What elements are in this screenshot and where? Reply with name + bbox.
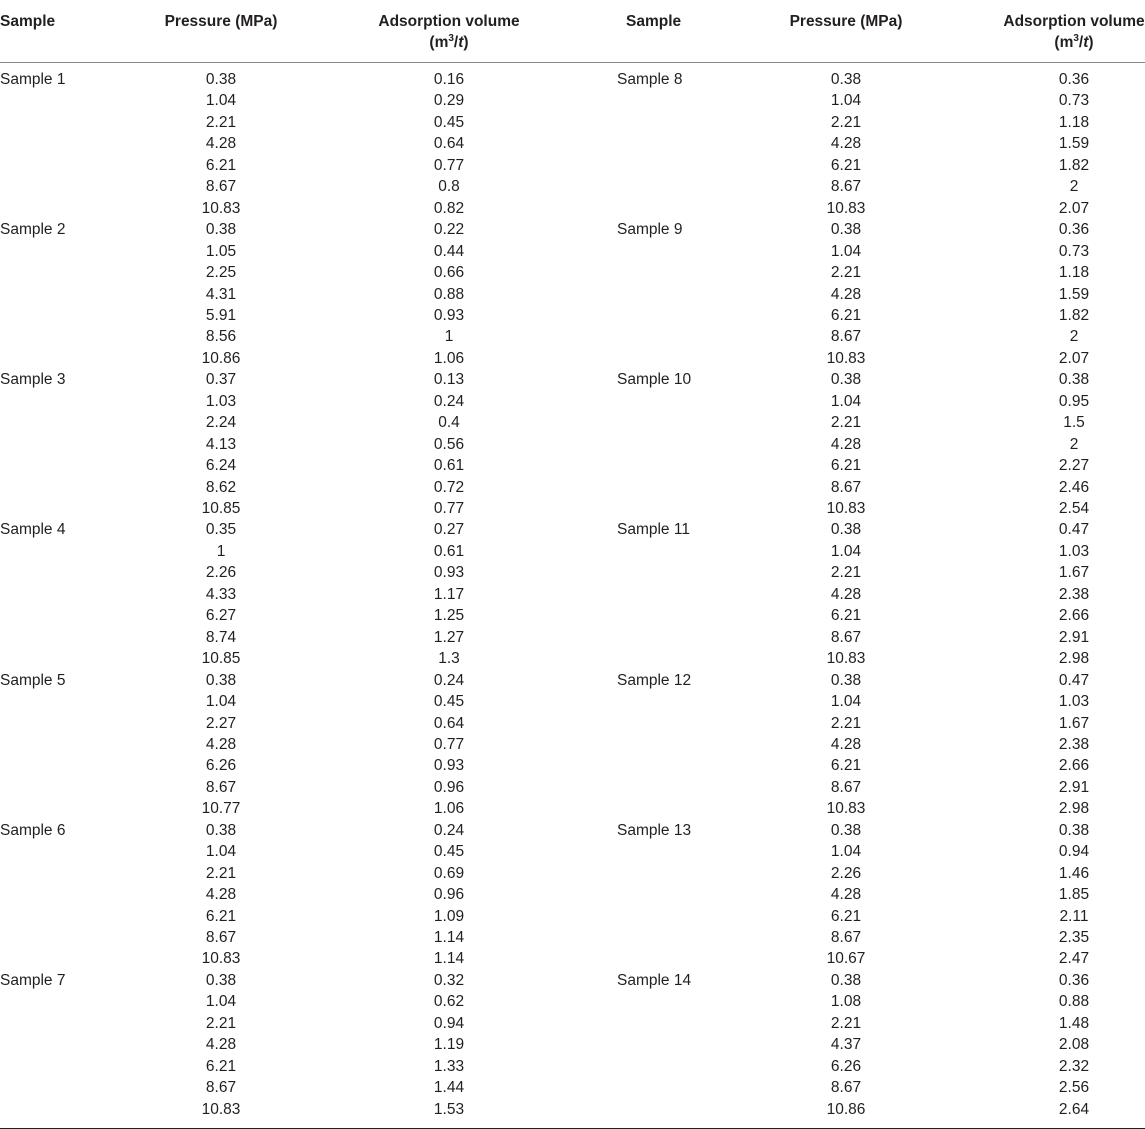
adsorption-cell: 1.27 — [433, 628, 465, 646]
pressure-cell: 1.04 — [830, 843, 862, 861]
table-row — [0, 455, 1145, 476]
pressure-cell: 2.21 — [830, 113, 862, 131]
adsorption-cell: 2.64 — [1058, 1100, 1090, 1118]
pressure-cell: 8.62 — [205, 478, 237, 496]
pressure-cell: 10.86 — [201, 349, 241, 367]
adsorption-cell: 0.69 — [433, 864, 465, 882]
adsorption-cell: 1.33 — [433, 1057, 465, 1075]
sample-label: Sample 12 — [617, 671, 692, 689]
pressure-cell: 1.04 — [205, 693, 237, 711]
adsorption-cell: 1.19 — [433, 1036, 465, 1054]
adsorption-cell: 0.29 — [433, 92, 465, 110]
pressure-cell: 10.83 — [826, 500, 866, 517]
pressure-cell: 4.31 — [205, 285, 237, 303]
pressure-cell: 4.28 — [830, 886, 862, 904]
adsorption-cell: 0.47 — [1058, 521, 1090, 539]
adsorption-cell: 0.27 — [433, 521, 465, 539]
table-row — [0, 627, 1145, 648]
pressure-cell: 8.74 — [205, 628, 237, 646]
table-row — [0, 219, 1145, 240]
pressure-cell: 0.35 — [205, 521, 237, 539]
table-row — [0, 1056, 1145, 1077]
adsorption-cell: 2 — [1069, 328, 1079, 346]
table-row — [0, 391, 1145, 412]
adsorption-cell: 2.91 — [1058, 628, 1090, 646]
pressure-cell: 2.21 — [205, 113, 237, 131]
adsorption-cell: 0.56 — [433, 435, 465, 453]
adsorption-cell: 1.67 — [1058, 564, 1090, 582]
pressure-cell: 4.28 — [830, 435, 862, 453]
pressure-cell: 10.83 — [826, 800, 866, 818]
pressure-cell: 6.21 — [830, 757, 862, 775]
table-row — [0, 1099, 1145, 1120]
pressure-cell: 0.38 — [830, 521, 862, 539]
adsorption-cell: 2 — [1069, 178, 1079, 196]
adsorption-cell: 0.45 — [433, 843, 465, 861]
adsorption-cell: 2.91 — [1058, 778, 1090, 796]
adsorption-cell: 0.22 — [433, 221, 465, 239]
pressure-cell: 4.28 — [205, 1036, 237, 1054]
adsorption-cell: 0.73 — [1058, 92, 1090, 110]
adsorption-cell: 0.61 — [433, 542, 465, 560]
pressure-cell: 8.67 — [830, 929, 862, 946]
table-row — [0, 90, 1145, 111]
adsorption-cell: 0.36 — [1058, 971, 1090, 989]
pressure-cell: 8.56 — [205, 328, 237, 346]
pressure-cell: 0.38 — [205, 821, 237, 839]
pressure-cell: 1.04 — [205, 843, 237, 861]
pressure-cell: 1.08 — [830, 993, 862, 1011]
table-row — [0, 241, 1145, 262]
pressure-cell: 0.38 — [830, 971, 862, 989]
table-row — [0, 691, 1145, 712]
table-row — [0, 734, 1145, 755]
pressure-cell: 6.21 — [830, 907, 862, 925]
pressure-cell: 8.67 — [830, 328, 862, 346]
adsorption-cell: 2.38 — [1058, 735, 1090, 753]
header-divider — [0, 62, 1145, 63]
pressure-cell: 6.21 — [205, 907, 237, 925]
pressure-cell: 4.28 — [830, 135, 862, 153]
table-row — [0, 412, 1145, 433]
pressure-cell: 8.67 — [830, 628, 862, 646]
pressure-cell: 8.67 — [205, 778, 237, 796]
adsorption-cell: 0.45 — [433, 113, 465, 131]
pressure-cell: 10.67 — [826, 950, 866, 968]
adsorption-cell: 1.14 — [433, 950, 465, 968]
pressure-cell: 6.21 — [830, 306, 862, 324]
adsorption-cell: 2.56 — [1058, 1079, 1090, 1097]
pressure-cell: 0.37 — [205, 371, 237, 389]
adsorption-cell: 2.66 — [1058, 757, 1090, 775]
pressure-cell: 2.21 — [830, 1014, 862, 1032]
table-row — [0, 777, 1145, 798]
pressure-cell: 10.83 — [826, 349, 866, 367]
table-row — [0, 562, 1145, 583]
header-sample-right: Sample — [626, 13, 682, 30]
pressure-cell: 0.38 — [205, 71, 237, 88]
sample-label: Sample 9 — [617, 221, 683, 239]
pressure-cell: 4.37 — [830, 1036, 862, 1054]
table-row — [0, 519, 1145, 540]
pressure-cell: 4.28 — [205, 735, 237, 753]
adsorption-cell: 0.38 — [1058, 821, 1090, 839]
pressure-cell: 0.38 — [205, 221, 237, 239]
adsorption-cell: 1.3 — [438, 650, 460, 668]
adsorption-cell: 0.94 — [1058, 843, 1090, 861]
table-row — [0, 1013, 1145, 1034]
adsorption-cell: 1.03 — [1058, 693, 1090, 711]
pressure-cell: 8.67 — [205, 178, 237, 196]
pressure-cell: 2.27 — [205, 714, 237, 732]
pressure-cell: 10.83 — [201, 1100, 241, 1118]
adsorption-cell: 1.46 — [1058, 864, 1090, 882]
adsorption-cell: 1.59 — [1058, 285, 1090, 303]
adsorption-cell: 1.59 — [1058, 135, 1090, 153]
sample-label: Sample 8 — [617, 71, 683, 88]
pressure-cell: 2.21 — [830, 564, 862, 582]
adsorption-cell: 0.66 — [433, 264, 465, 282]
table-row — [0, 262, 1145, 283]
pressure-cell: 6.26 — [830, 1057, 862, 1075]
adsorption-cell: 1.67 — [1058, 714, 1090, 732]
header-pressure-right: Pressure (MPa) — [789, 13, 903, 30]
table-row — [0, 112, 1145, 133]
pressure-cell: 10.77 — [201, 800, 241, 818]
pressure-cell: 10.86 — [826, 1100, 866, 1118]
adsorption-cell: 0.93 — [433, 564, 465, 582]
sample-label: Sample 10 — [617, 371, 692, 389]
pressure-cell: 8.67 — [830, 178, 862, 196]
adsorption-cell: 0.64 — [433, 135, 465, 153]
adsorption-cell: 1.06 — [433, 349, 465, 367]
adsorption-cell: 1.44 — [433, 1079, 465, 1097]
sample-label: Sample 2 — [0, 221, 66, 239]
table-row — [0, 820, 1145, 841]
adsorption-cell: 0.61 — [433, 457, 465, 475]
pressure-cell: 6.21 — [205, 1057, 237, 1075]
header-adsorption-left — [378, 11, 519, 53]
table-row — [0, 326, 1145, 347]
adsorption-cell: 2.47 — [1058, 950, 1090, 968]
adsorption-cell: 0.47 — [1058, 671, 1090, 689]
table-row — [0, 648, 1145, 669]
adsorption-cell: 1.09 — [433, 907, 465, 925]
table-row — [0, 605, 1145, 626]
adsorption-cell: 0.82 — [433, 199, 465, 217]
pressure-cell: 6.24 — [205, 457, 237, 475]
pressure-cell: 8.67 — [830, 478, 862, 496]
pressure-cell: 1.04 — [830, 392, 862, 410]
table-row — [0, 841, 1145, 862]
adsorption-cell: 0.94 — [433, 1014, 465, 1032]
adsorption-cell: 0.77 — [433, 735, 465, 753]
adsorption-cell: 1.03 — [1058, 542, 1090, 560]
adsorption-cell: 1.82 — [1058, 156, 1090, 174]
adsorption-cell: 0.32 — [433, 971, 465, 989]
pressure-cell: 8.67 — [830, 1079, 862, 1097]
adsorption-cell: 0.13 — [433, 371, 465, 389]
sample-label: Sample 14 — [617, 971, 692, 989]
pressure-cell: 0.38 — [830, 821, 862, 839]
header-adsorption-unit: $(m^3/t)$ — [429, 33, 469, 51]
adsorption-cell: 0.24 — [433, 392, 465, 410]
pressure-cell: 1.04 — [205, 92, 237, 110]
pressure-cell: 2.21 — [830, 714, 862, 732]
sample-label: Sample 7 — [0, 971, 66, 989]
adsorption-cell: 1.17 — [433, 585, 465, 603]
adsorption-cell: 1.5 — [1063, 414, 1085, 432]
adsorption-cell: 0.45 — [433, 693, 465, 711]
pressure-cell: 0.38 — [830, 71, 862, 88]
adsorption-cell: 2.32 — [1058, 1057, 1090, 1075]
table-row — [0, 584, 1145, 605]
adsorption-cell: 0.8 — [438, 178, 460, 196]
table-row — [0, 1077, 1145, 1098]
table-row — [0, 1034, 1145, 1055]
table-row — [0, 434, 1145, 455]
adsorption-cell: 2.98 — [1058, 800, 1090, 818]
adsorption-cell: 2.54 — [1058, 500, 1090, 517]
pressure-cell: 1.04 — [830, 693, 862, 711]
pressure-cell: 4.13 — [205, 435, 237, 453]
table-row — [0, 670, 1145, 691]
adsorption-cell: 0.93 — [433, 306, 465, 324]
pressure-cell: 1.04 — [830, 242, 862, 260]
pressure-cell: 1.03 — [205, 392, 237, 410]
adsorption-cell: 2.66 — [1058, 607, 1090, 625]
adsorption-cell: 0.96 — [433, 886, 465, 904]
adsorption-cell: 1.18 — [1058, 113, 1090, 131]
adsorption-cell: 0.64 — [433, 714, 465, 732]
adsorption-cell: 2.27 — [1058, 457, 1090, 475]
adsorption-cell: 2.11 — [1059, 907, 1089, 925]
table-row — [0, 369, 1145, 390]
adsorption-cell: 2.35 — [1058, 929, 1090, 946]
table-row — [0, 477, 1145, 498]
pressure-cell: 8.67 — [205, 1079, 237, 1097]
pressure-cell: 6.26 — [205, 757, 237, 775]
pressure-cell: 1 — [216, 542, 226, 560]
table-row — [0, 927, 1145, 948]
table-row — [0, 348, 1145, 369]
pressure-cell: 4.28 — [830, 585, 862, 603]
pressure-cell: 1.05 — [205, 242, 237, 260]
pressure-cell: 6.27 — [205, 607, 237, 625]
pressure-cell: 4.28 — [830, 735, 862, 753]
table-row — [0, 155, 1145, 176]
header-pressure-left: Pressure (MPa) — [164, 13, 278, 30]
pressure-cell: 0.38 — [830, 371, 862, 389]
pressure-cell: 2.26 — [830, 864, 862, 882]
pressure-cell: 2.25 — [205, 264, 237, 282]
adsorption-cell: 2.07 — [1058, 199, 1090, 217]
adsorption-cell: 0.36 — [1058, 71, 1090, 88]
pressure-cell: 0.38 — [205, 671, 237, 689]
adsorption-cell: 0.24 — [433, 821, 465, 839]
table-row — [0, 970, 1145, 991]
pressure-cell: 2.26 — [205, 564, 237, 582]
table-row — [0, 284, 1145, 305]
adsorption-cell: 1 — [444, 328, 454, 346]
adsorption-cell: 0.24 — [433, 671, 465, 689]
pressure-cell: 6.21 — [830, 156, 862, 174]
table-row — [0, 176, 1145, 197]
adsorption-cell: 0.88 — [1058, 993, 1090, 1011]
adsorption-cell: 0.88 — [433, 285, 465, 303]
adsorption-cell: 2.46 — [1058, 478, 1090, 496]
table-row — [0, 69, 1145, 90]
pressure-cell: 6.21 — [830, 607, 862, 625]
adsorption-cell: 2.98 — [1058, 650, 1090, 668]
adsorption-cell: 2.38 — [1058, 585, 1090, 603]
table-row — [0, 498, 1145, 519]
sample-label: Sample 6 — [0, 821, 66, 839]
adsorption-cell: 2.08 — [1058, 1036, 1090, 1054]
pressure-cell: 1.04 — [830, 542, 862, 560]
pressure-cell: 6.21 — [205, 156, 237, 174]
pressure-cell: 2.21 — [205, 1014, 237, 1032]
adsorption-cell: 0.62 — [433, 993, 465, 1011]
table-row — [0, 863, 1145, 884]
pressure-cell: 10.83 — [201, 199, 241, 217]
header-adsorption-label: Adsorption volume — [1003, 13, 1145, 30]
table-row — [0, 541, 1145, 562]
adsorption-cell: 0.4 — [438, 414, 460, 432]
pressure-cell: 0.38 — [830, 671, 862, 689]
header-sample-left: Sample — [0, 13, 56, 30]
adsorption-cell: 1.25 — [433, 607, 465, 625]
pressure-cell: 8.67 — [830, 778, 862, 796]
pressure-cell: 2.21 — [830, 414, 862, 432]
pressure-cell: 1.04 — [830, 92, 862, 110]
pressure-cell: 10.85 — [201, 650, 241, 668]
table-row — [0, 991, 1145, 1012]
adsorption-cell: 0.16 — [433, 71, 465, 88]
adsorption-cell: 1.53 — [433, 1100, 465, 1118]
sample-label: Sample 11 — [617, 521, 690, 539]
adsorption-cell: 0.95 — [1058, 392, 1090, 410]
adsorption-cell: 1.48 — [1058, 1014, 1090, 1032]
sample-label: Sample 13 — [617, 821, 692, 839]
pressure-cell: 1.04 — [205, 993, 237, 1011]
sample-label: Sample 4 — [0, 521, 66, 539]
sample-label: Sample 5 — [0, 671, 66, 689]
adsorption-cell: 2 — [1069, 435, 1079, 453]
adsorption-cell: 0.44 — [433, 242, 465, 260]
table-row — [0, 755, 1145, 776]
adsorption-cell: 0.73 — [1058, 242, 1090, 260]
adsorption-cell: 0.77 — [433, 500, 465, 517]
header-adsorption-unit: $(m^3/t)$ — [1054, 33, 1094, 51]
sample-label: Sample 3 — [0, 371, 66, 389]
adsorption-cell: 0.36 — [1058, 221, 1090, 239]
header-adsorption-right — [1003, 11, 1144, 53]
table-row — [0, 198, 1145, 219]
pressure-cell: 2.21 — [830, 264, 862, 282]
adsorption-cell: 1.82 — [1058, 306, 1090, 324]
table-row — [0, 884, 1145, 905]
pressure-cell: 10.85 — [201, 500, 241, 517]
table-row — [0, 948, 1145, 969]
pressure-cell: 8.67 — [205, 929, 237, 946]
pressure-cell: 10.83 — [201, 950, 241, 968]
pressure-cell: 5.91 — [205, 306, 237, 324]
header-adsorption-label: Adsorption volume — [378, 13, 520, 30]
pressure-cell: 4.33 — [205, 585, 237, 603]
pressure-cell: 10.83 — [826, 650, 866, 668]
sample-label: Sample 1 — [0, 71, 66, 88]
adsorption-cell: 0.93 — [433, 757, 465, 775]
adsorption-cell: 0.72 — [433, 478, 465, 496]
adsorption-cell: 0.38 — [1058, 371, 1090, 389]
pressure-cell: 4.28 — [205, 135, 237, 153]
adsorption-cell: 1.85 — [1058, 886, 1090, 904]
pressure-cell: 2.21 — [205, 864, 237, 882]
table-row — [0, 305, 1145, 326]
adsorption-cell: 1.14 — [433, 929, 465, 946]
pressure-cell: 2.24 — [205, 414, 237, 432]
pressure-cell: 10.83 — [826, 199, 866, 217]
table-row — [0, 133, 1145, 154]
table-row — [0, 713, 1145, 734]
adsorption-cell: 1.18 — [1058, 264, 1090, 282]
adsorption-cell: 1.06 — [433, 800, 465, 818]
adsorption-cell: 0.77 — [433, 156, 465, 174]
pressure-cell: 0.38 — [830, 221, 862, 239]
pressure-cell: 6.21 — [830, 457, 862, 475]
table-row — [0, 906, 1145, 927]
adsorption-cell: 2.07 — [1058, 349, 1090, 367]
pressure-cell: 4.28 — [830, 285, 862, 303]
table-row — [0, 798, 1145, 819]
adsorption-cell: 0.96 — [433, 778, 465, 796]
pressure-cell: 0.38 — [205, 971, 237, 989]
pressure-cell: 4.28 — [205, 886, 237, 904]
